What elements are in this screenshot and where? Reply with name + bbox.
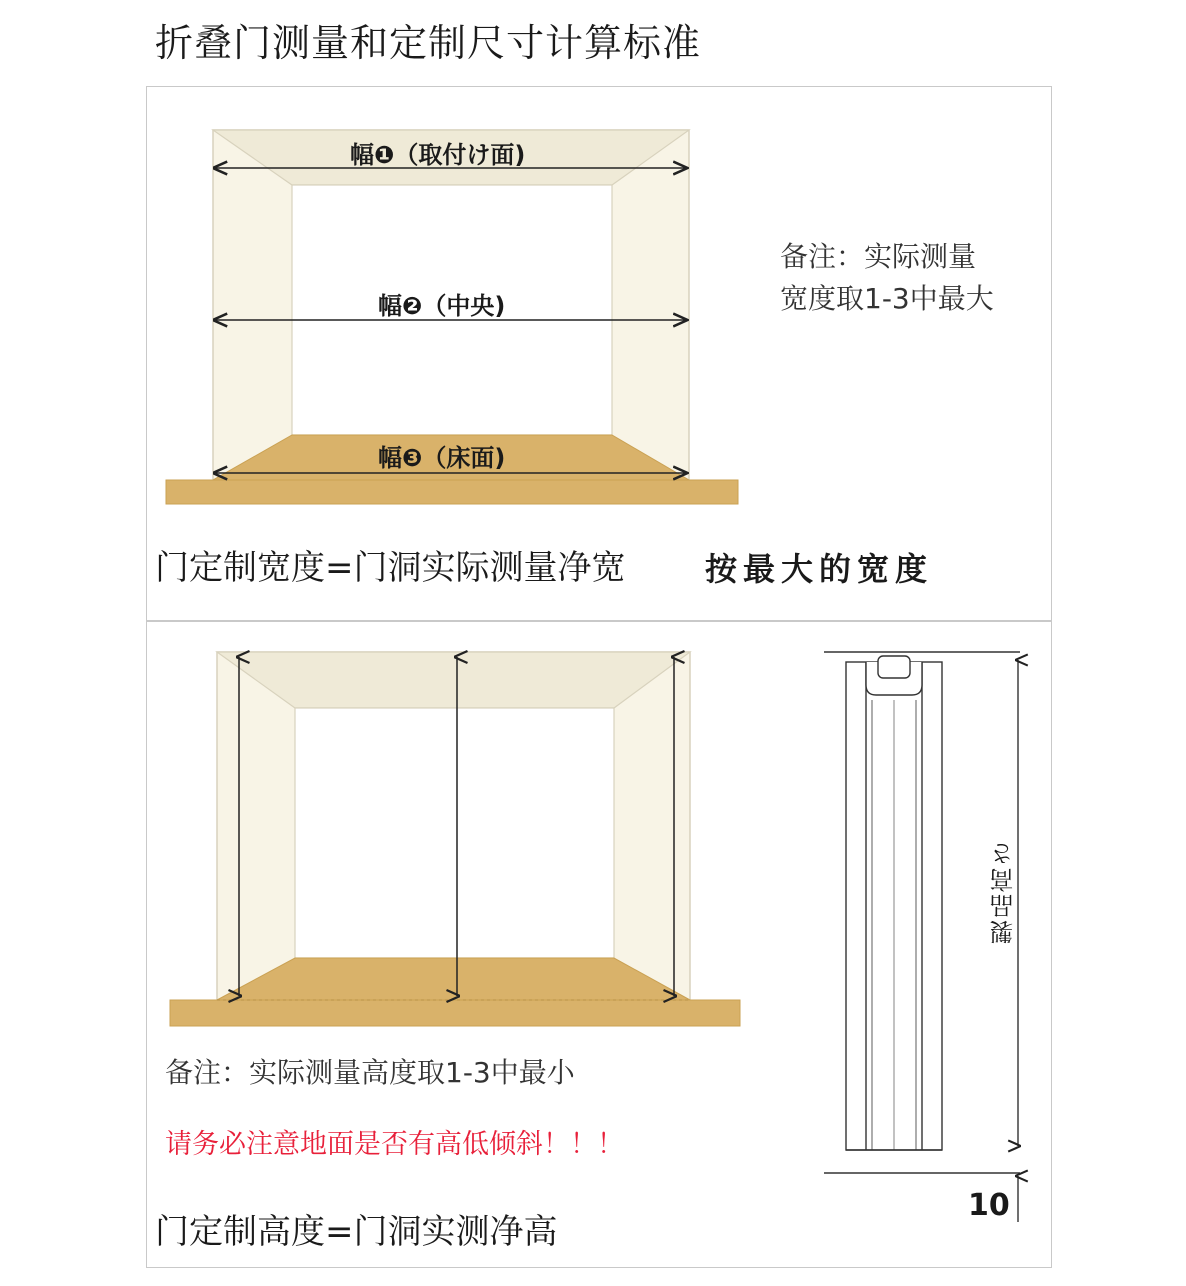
width-note-line2: 宽度取1-3中最大: [780, 282, 994, 315]
width-2-label: 幅❷（中央): [378, 292, 506, 320]
height-formula: 门定制高度=门洞实测净高: [155, 1212, 558, 1252]
height-floor-bevel: [217, 958, 690, 1000]
height-floor-slab: [170, 1000, 740, 1026]
page-title: 折叠门测量和定制尺寸计算标准: [155, 21, 702, 65]
handwritten-note: 按最大的宽度: [705, 550, 934, 588]
height-opening: [295, 708, 614, 958]
product-height-label: 製品高さ: [990, 840, 1018, 944]
width-1-label: 幅❶（取付け面): [350, 141, 526, 169]
width-note-line1: 备注：实际测量: [780, 240, 977, 273]
width-formula: 门定制宽度=门洞实际测量净宽: [155, 548, 626, 588]
height-note: 备注：实际测量高度取1-3中最小: [165, 1056, 575, 1089]
floor-warning: 请务必注意地面是否有高低倾斜！！！: [165, 1129, 624, 1160]
width-3-label: 幅❸（床面): [378, 444, 506, 472]
height-top-bevel: [217, 652, 690, 708]
gap-value: 10: [968, 1188, 1010, 1223]
